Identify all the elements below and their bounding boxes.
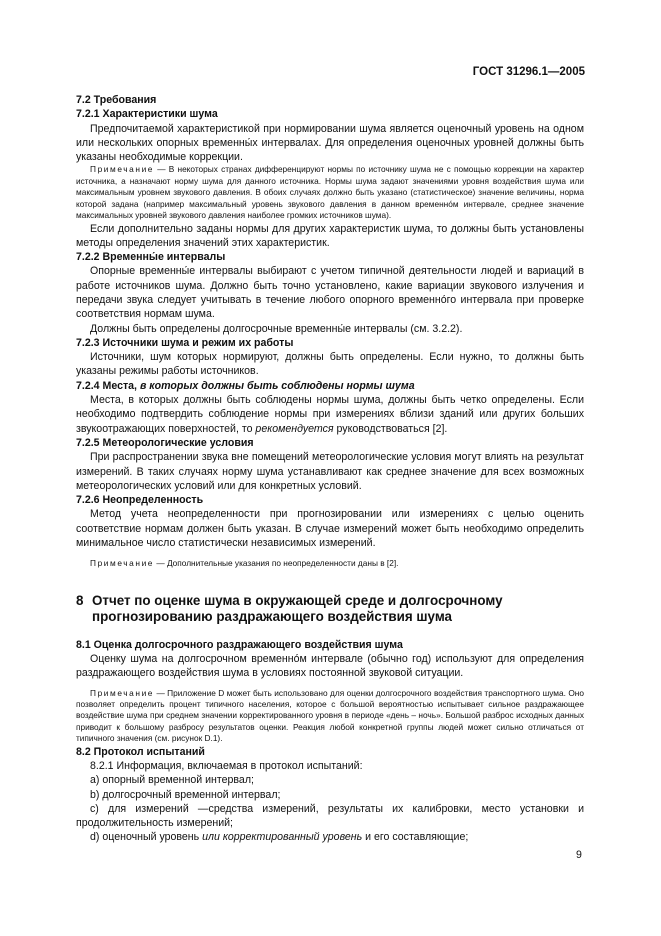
title-line-2: прогнозированию раздражающего воздействия шума xyxy=(92,609,453,625)
section-7-2-4-heading xyxy=(76,379,584,393)
text-run: Места, в которых должны быть соблюдены нормы шума, должны быть четко определены. Если необходимо подтвердить соблюдение нормы при измерениях вблизи зданий или других больших звукоотражающих поверхностей, то xyxy=(76,394,584,435)
list-item-c: c) для измерений —средства измерений, результаты их калибровки, место установки и продолжительность измерений; xyxy=(76,802,584,830)
section-7-2-heading: 7.2 Требования xyxy=(76,94,157,106)
section-number: 8 xyxy=(76,592,84,608)
note-1 xyxy=(76,164,584,221)
section-8-heading xyxy=(76,593,584,626)
paragraph-8-2-1: 8.2.1 Информация, включаемая в протокол испытаний: xyxy=(90,759,363,772)
note-label: Примечание xyxy=(90,164,155,175)
document-id-header: ГОСТ 31296.1—2005 xyxy=(472,66,585,78)
text-run: d) оценочный уровень xyxy=(90,831,203,844)
italic-run: рекомендуется xyxy=(255,422,334,435)
section-8-1-heading: 8.1 Оценка долгосрочного раздражающего воздействия шума xyxy=(76,638,403,651)
paragraph-7-2-3: Источники, шум которых нормируют, должны быть определены. Если нужно, то должны быть указаны режимы работы источников. xyxy=(76,351,584,378)
page-number: 9 xyxy=(576,849,582,861)
paragraph-7-2-2-b: Должны быть определены долгосрочные временны́е интервалы (см. 3.2.2). xyxy=(90,322,463,335)
section-7-2-5-heading: 7.2.5 Метеорологические условия xyxy=(76,436,254,449)
paragraph-7-2-2-a: Опорные временны́е интервалы выбирают с учетом типичной деятельности людей и вариаций в работе источников шума. Должно быть точно установлено, какие вариации звукового излучения и передачи звука следует учитывать в течение любого опорного временно́го интервала при проверке соответствия нормам шума. xyxy=(76,265,584,321)
list-item-a: a) опорный временной интервал; xyxy=(90,774,254,787)
list-item-d xyxy=(76,830,584,844)
section-7-2-6-heading: 7.2.6 Неопределенность xyxy=(76,494,204,507)
italic-run: или корректированный уровень xyxy=(202,831,363,844)
paragraph-7-2-1: Предпочитаемой характеристикой при нормировании шума является оценочный уровень на одном или нескольких опорных временны́х интервалах. Для определения оценочных уровней должны быть указаны необходимые коррекции. xyxy=(76,122,584,164)
text-run: руководствоваться [2]. xyxy=(333,422,448,435)
document-body xyxy=(76,93,584,845)
paragraph-7-2-6: Метод учета неопределенности при прогнозировании или измерениях с целью оценить соответствие нормам должен быть указан. В случае измерений может быть необходимо определить минимальное число статистически независимых измерений. xyxy=(76,508,584,550)
paragraph-8-1: Оценку шума на долгосрочном временно́м интервале (обычно год) используют для определения раздражающего воздействия шума в условиях постоянной звуковой ситуации. xyxy=(76,653,584,680)
section-7-2-2-heading: 7.2.2 Временны́е интервалы xyxy=(76,251,226,264)
section-7-2-1-heading: 7.2.1 Характеристики шума xyxy=(76,108,218,121)
heading-italic: в которых должны быть соблюдены нормы шума xyxy=(139,379,415,392)
paragraph-7-2-5: При распространении звука вне помещений метеорологические условия могут влиять на результат измерений. В таких случаях норму шума устанавливают как среднее значение для всех возможных метеорологических условий или для конкретных условий. xyxy=(76,451,584,492)
note-label: Примечание xyxy=(90,558,155,569)
note-text: — Приложение D может быть использовано для оценки долгосрочного воздействия транспортного шума. Оно позволяет определить процент типичного населения, которое с большой вероятностью испытывает сильное раздражающее воздействие шума при среднем значении корректированного уровня в периоде «день – ночь». Большой разброс исходных данных приводит к большому разбросу результатов оценки. Реакция любой конкретной группы людей может сильно отличаться от типичного значения (см. рисунок D.1). xyxy=(76,687,584,744)
note-text: — Дополнительные указания по неопределенности даны в [2]. xyxy=(154,558,399,569)
section-7-2-3-heading: 7.2.3 Источники шума и режим их работы xyxy=(76,336,294,349)
note-3 xyxy=(76,688,584,745)
note-2 xyxy=(76,558,584,569)
title-line-1: Отчет по оценке шума в окружающей среде и долгосрочному xyxy=(92,592,503,608)
paragraph-7-2-1-b: Если дополнительно заданы нормы для других характеристик шума, то должны быть установлены методы определения значений этих характеристик. xyxy=(76,222,584,249)
list-item-b: b) долгосрочный временной интервал; xyxy=(90,788,281,801)
heading-number: 7.2.4 Места, xyxy=(76,379,140,392)
text-run: и его составляющие; xyxy=(362,831,469,844)
section-8-2-heading: 8.2 Протокол испытаний xyxy=(76,745,205,758)
note-label: Примечание xyxy=(90,687,155,698)
note-text: — В некоторых странах дифференцируют нормы по источнику шума не с помощью коррекции на характер источника, а назначают норму шума для данного источника. Нормы шума задают значениями уровня воздействия шума или максимальным уровнем звукового давления. В обоих случаях должно быть указано (статистическое) значение величины, норма которой задана (например максимальный уровень звукового давления в данном временно́м интервале, среднее значение максимальных уровней звукового давления наиболее громких источников шума). xyxy=(76,164,584,221)
paragraph-7-2-4 xyxy=(76,393,584,436)
